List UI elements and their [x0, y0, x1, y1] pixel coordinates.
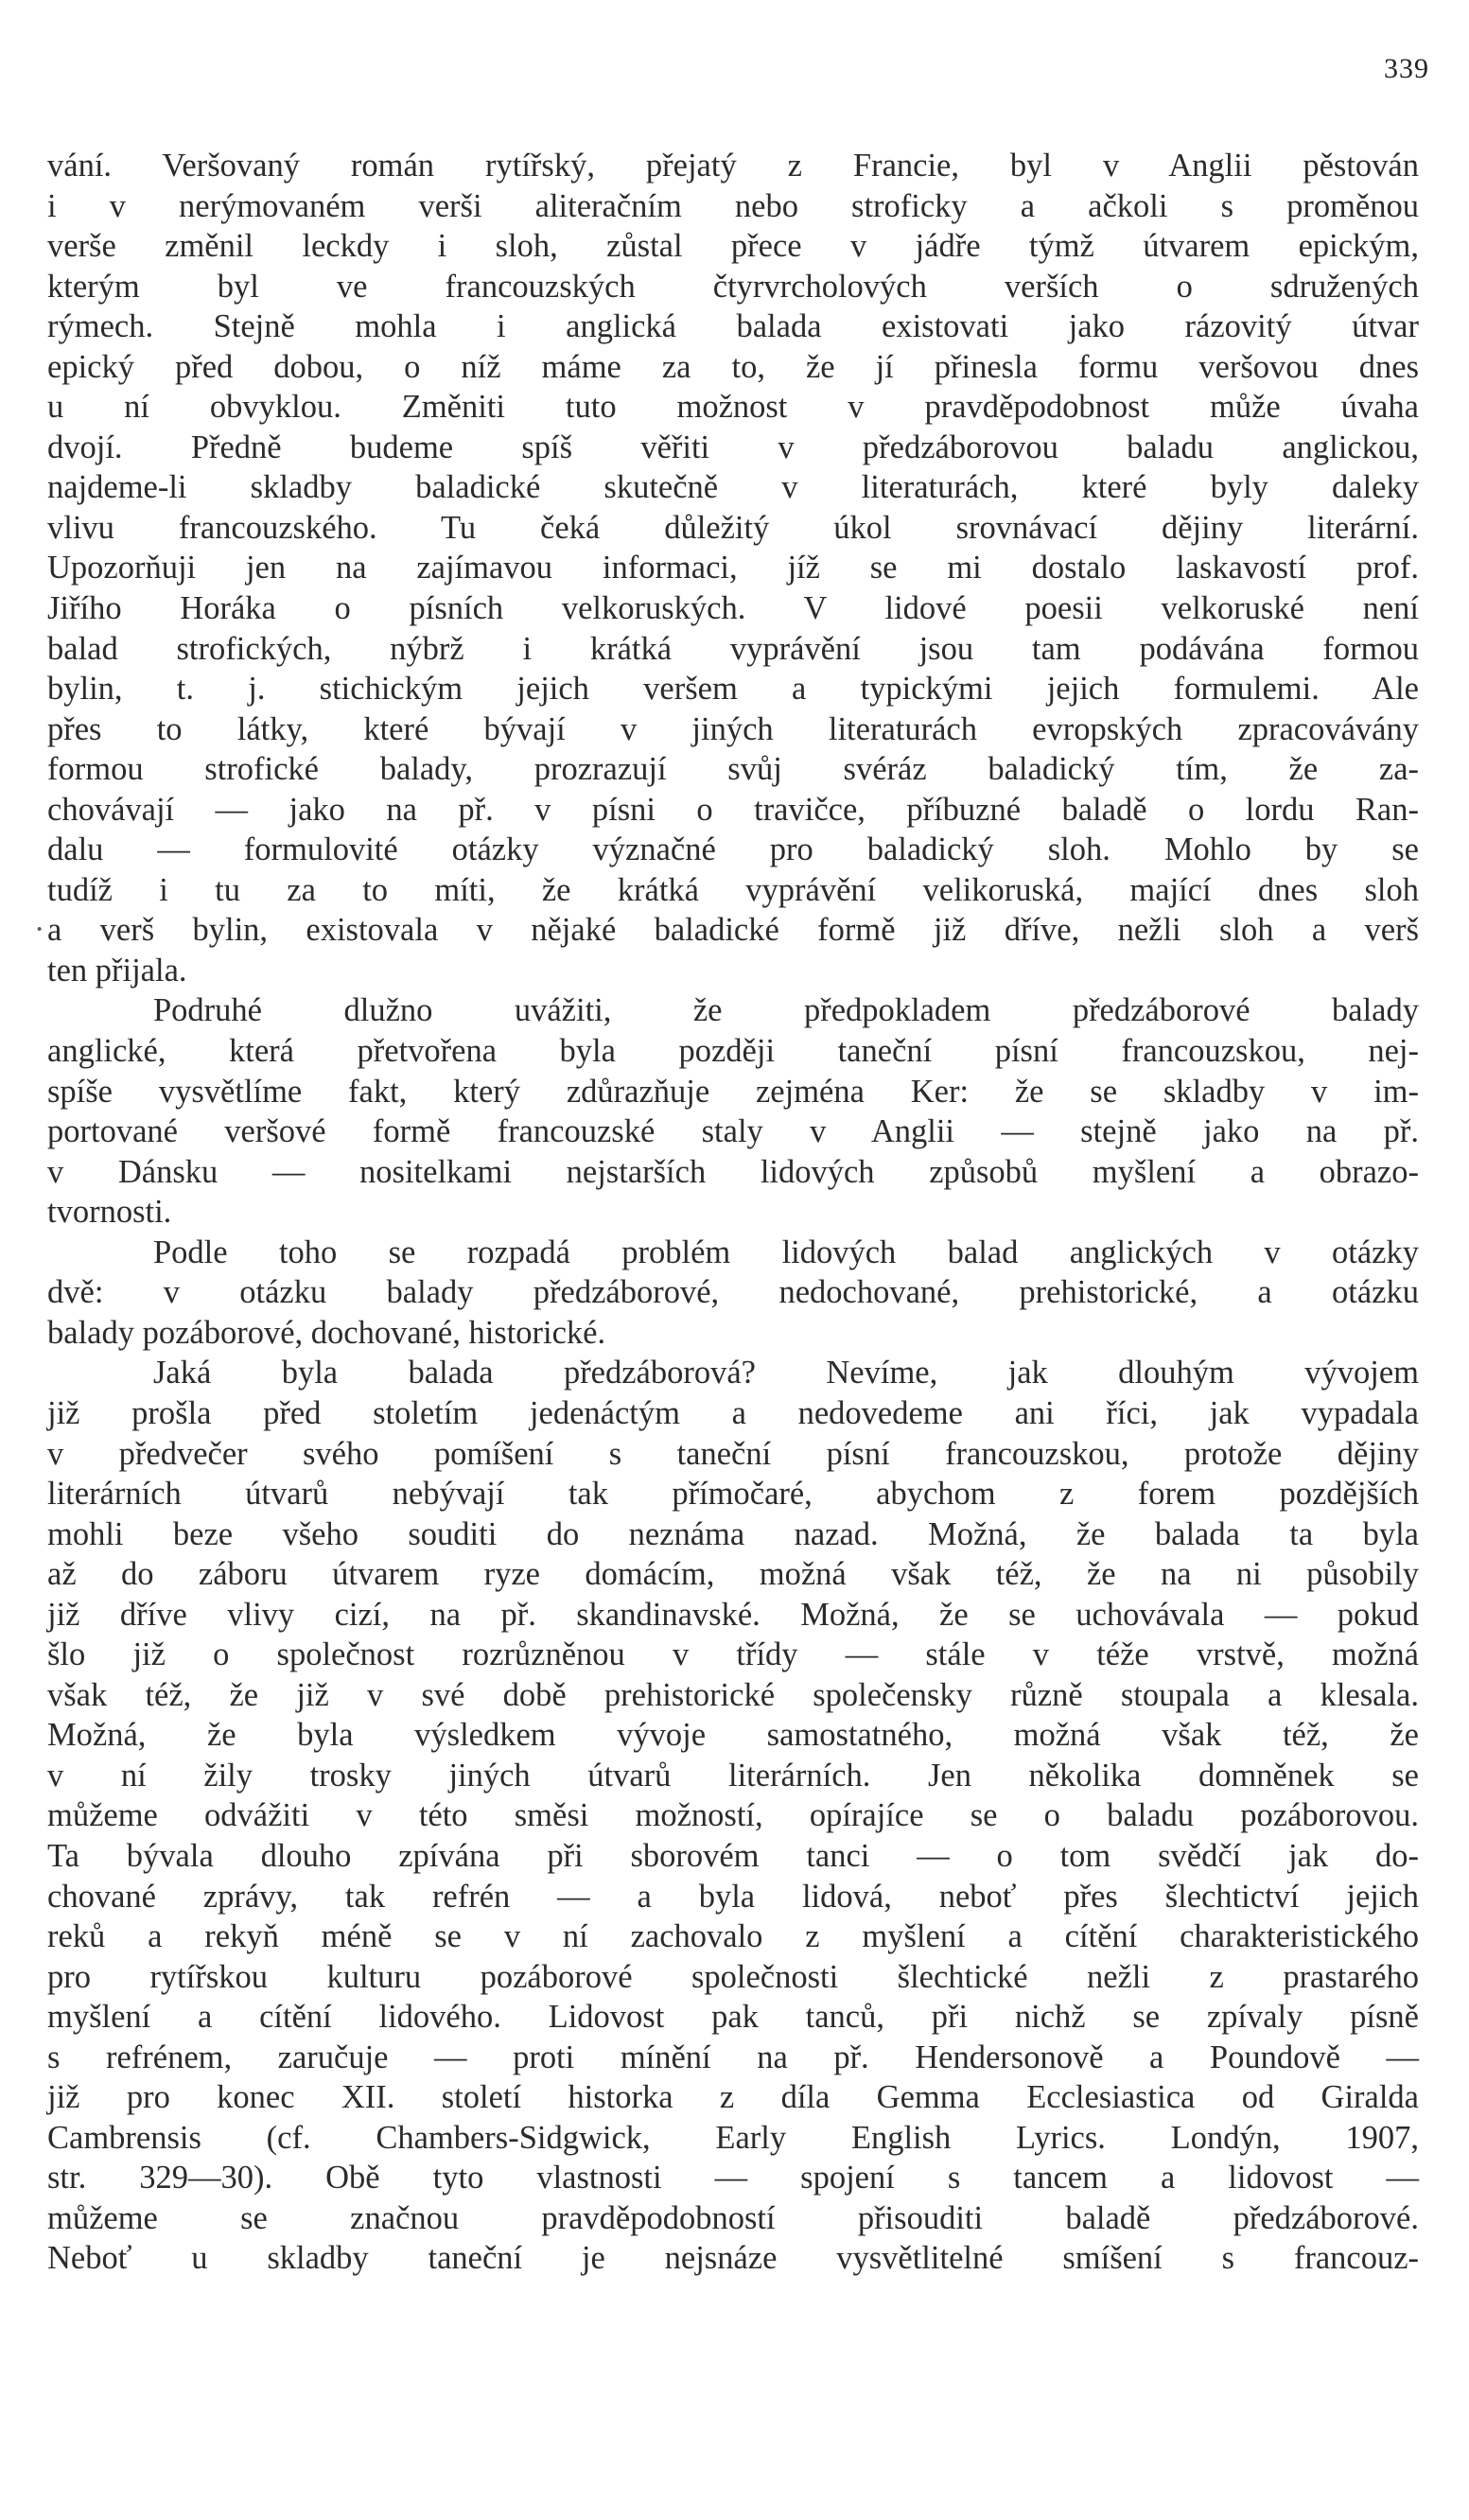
text-line: Jiřího Horáka o písních velkoruských. V lidové poesii velkoruské není: [47, 590, 1419, 627]
text-line: šlo již o společnost rozrůzněnou v třídy — stále v téže vrstvě, možná: [47, 1636, 1419, 1673]
text-line: Podle toho se rozpadá problém lidových balad anglických v otázky: [153, 1234, 1419, 1270]
text-line: formou strofické balady, prozrazují svůj svéráz baladický tím, že za-: [47, 751, 1419, 788]
text-line: již dříve vlivy cizí, na př. skandinavské. Možná, že se uchovávala — pokud: [47, 1596, 1419, 1633]
paragraph: [47, 146, 1419, 990]
text-line: str. 329—30). Obě tyto vlastnosti — spojení s tancem a lidovost —: [47, 2160, 1419, 2196]
text-line: v předvečer svého pomíšení s taneční písní francouzskou, protože dějiny: [47, 1435, 1419, 1472]
text-line: u ní obvyklou. Změniti tuto možnost v pravděpodobnost může úvaha: [47, 389, 1419, 426]
text-line: literárních útvarů nebývají tak přímočaré, abychom z forem pozdějších: [47, 1476, 1419, 1513]
text-line: již pro konec XII. století historka z díla Gemma Ecclesiastica od Giralda: [47, 2079, 1419, 2116]
text-line: spíše vysvětlíme fakt, který zdůrazňuje zejména Ker: že se skladby v im-: [47, 1073, 1419, 1110]
text-line: Jaká byla balada předzáborová? Nevíme, jak dlouhým vývojem: [153, 1355, 1419, 1391]
text-line: vání. Veršovaný román rytířský, přejatý z Francie, byl v Anglii pěstován: [47, 148, 1419, 184]
text-line: epický před dobou, o níž máme za to, že jí přinesla formu veršovou dnes: [47, 348, 1419, 385]
text-line: balad strofických, nýbrž i krátká vyprávění jsou tam podávána formou: [47, 630, 1419, 667]
text-line: s refrénem, zaručuje — proti mínění na př. Hendersonově a Poundově —: [47, 2039, 1419, 2075]
text-line: přes to látky, které bývají v jiných literaturách evropských zpracovávány: [47, 710, 1419, 747]
text-line: i v nerýmovaném verši aliteračním nebo stroficky a ačkoli s proměnou: [47, 187, 1419, 224]
text-line: v ní žily trosky jiných útvarů literárních. Jen několika domněnek se: [47, 1757, 1419, 1794]
text-line: kterým byl ve francouzských čtyrvrcholových verších o sdružených: [47, 268, 1419, 305]
text-line: tudíž i tu za to míti, že krátká vyprávění velikoruská, mající dnes sloh: [47, 871, 1419, 908]
text-line: chovávají — jako na př. v písni o travičce, příbuzné baladě o lordu Ran-: [47, 791, 1419, 828]
text-line: dvě: v otázku balady předzáborové, nedochované, prehistorické, a otázku: [47, 1274, 1419, 1311]
text-line: ten přijala.: [47, 952, 187, 989]
paragraph: [47, 990, 1419, 1232]
text-line: dvojí. Předně budeme spíš věřiti v předzáborovou baladu anglickou,: [47, 429, 1419, 465]
text-line: reků a rekyň méně se v ní zachovalo z myšlení a cítění charakteristického: [47, 1918, 1419, 1955]
text-line: můžeme odvážiti v této směsi možností, opírajíce se o baladu pozáborovou.: [47, 1797, 1419, 1834]
text-line: mohli beze všeho souditi do neznáma nazad. Možná, že balada ta byla: [47, 1515, 1419, 1552]
text-line: však též, že již v své době prehistorické společensky různě stoupala a klesala.: [47, 1676, 1419, 1713]
body-text: [47, 146, 1419, 2279]
text-line: anglické, která přetvořena byla později taneční písní francouzskou, nej-: [47, 1033, 1419, 1070]
text-line: již prošla před stoletím jedenáctým a nedovedeme ani říci, jak vypadala: [47, 1394, 1419, 1431]
text-line: Upozorňuji jen na zajímavou informaci, jíž se mi dostalo laskavostí prof.: [47, 550, 1419, 586]
text-line: dalu — formulovité otázky význačné pro baladický sloh. Mohlo by se: [47, 831, 1419, 868]
text-line: Možná, že byla výsledkem vývoje samostatného, možná však též, že: [47, 1717, 1419, 1754]
text-line: · a verš bylin, existovala v nějaké baladické formě již dříve, nežli sloh a verš: [47, 910, 1419, 951]
text-line: vlivu francouzského. Tu čeká důležitý úkol srovnávací dějiny literární.: [47, 509, 1419, 546]
paragraph: [47, 1353, 1419, 2279]
text-line: Podruhé dlužno uvážiti, že předpokladem předzáborové balady: [153, 992, 1419, 1029]
text-line: v Dánsku — nositelkami nejstarších lidových způsobů myšlení a obrazo-: [47, 1153, 1419, 1190]
text-line: Neboť u skladby taneční je nejsnáze vysvětlitelné smíšení s francouz-: [47, 2240, 1419, 2277]
text-line: tvornosti.: [47, 1194, 172, 1231]
text-line: balady pozáborové, dochované, historické.: [47, 1314, 606, 1351]
text-line: můžeme se značnou pravděpodobností přisouditi baladě předzáborové.: [47, 2199, 1419, 2236]
text-line: verše změnil leckdy i sloh, zůstal přece v jádře týmž útvarem epickým,: [47, 228, 1419, 265]
text-line: pro rytířskou kulturu pozáborové společnosti šlechtické nežli z prastarého: [47, 1958, 1419, 1995]
text-line: myšlení a cítění lidového. Lidovost pak tanců, při nichž se zpívaly písně: [47, 1999, 1419, 2036]
text-line: Ta bývala dlouho zpívána při sborovém tanci — o tom svědčí jak do-: [47, 1837, 1419, 1874]
text-line: bylin, t. j. stichickým jejich veršem a typickými jejich formulemi. Ale: [47, 671, 1419, 708]
text-line: Cambrensis (cf. Chambers-Sidgwick, Early English Lyrics. Londýn, 1907,: [47, 2119, 1419, 2156]
text-line: chované zprávy, tak refrén — a byla lidová, neboť přes šlechtictví jejich: [47, 1878, 1419, 1915]
text-line: najdeme-li skladby baladické skutečně v literaturách, které byly daleky: [47, 469, 1419, 506]
page-number: 339: [1384, 53, 1429, 84]
text-line: portované veršové formě francouzské staly v Anglii — stejně jako na př.: [47, 1113, 1419, 1150]
paragraph: [47, 1233, 1419, 1354]
text-line: rýmech. Stejně mohla i anglická balada existovati jako rázovitý útvar: [47, 308, 1419, 345]
text-line: až do záboru útvarem ryze domácím, možná však též, že na ni působily: [47, 1556, 1419, 1593]
